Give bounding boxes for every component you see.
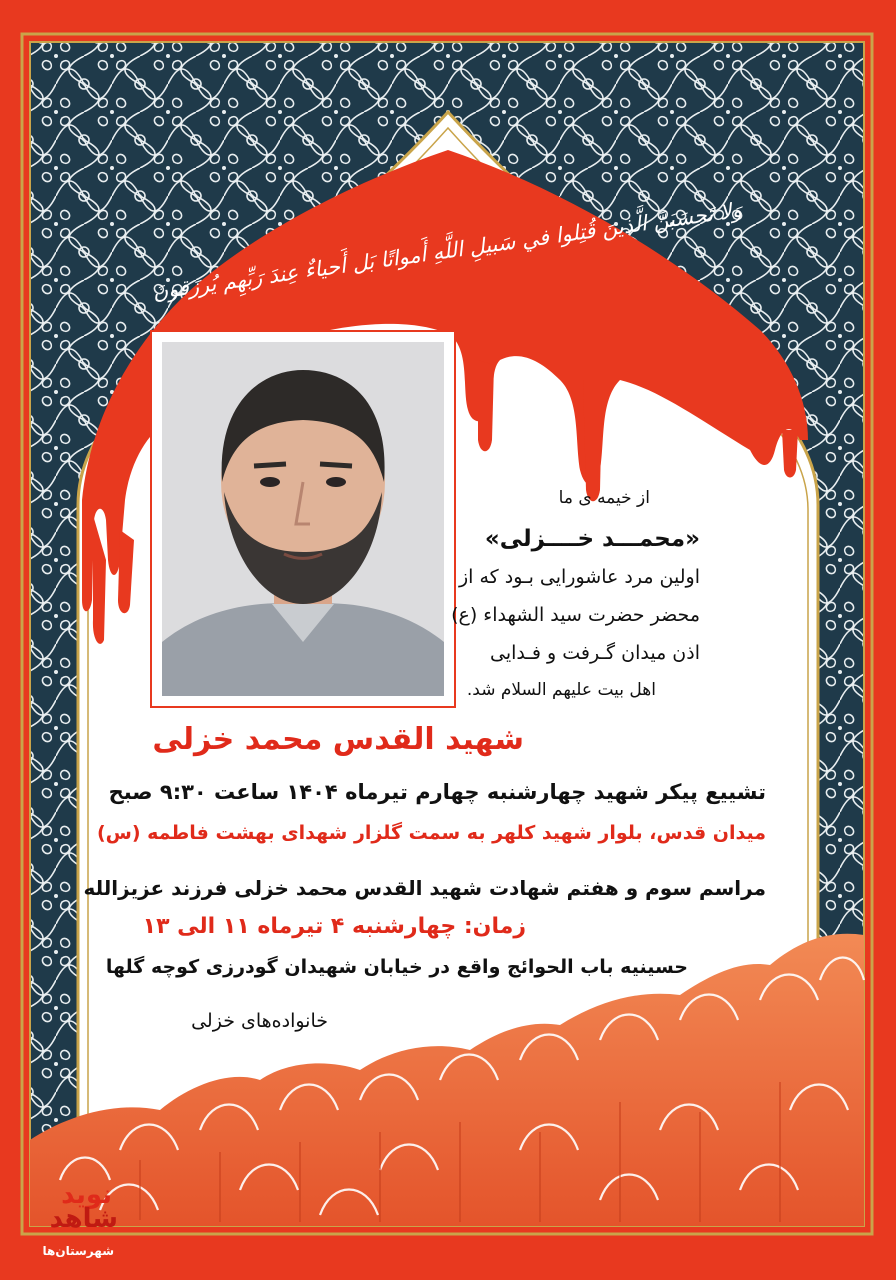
funeral-line-1: تشییع پیکر شهید چهارشنبه چهارم تیرماه ۱۴۰۴ ساعت ۹:۳۰ صبح — [108, 780, 766, 804]
logo-text-3: شهرستان‌ها — [42, 1244, 114, 1258]
ceremony-line-1: مراسم سوم و هفتم شهادت شهید القدس محمد خزلی فرزند عزیزالله — [83, 876, 766, 900]
ceremony-time: زمان: چهارشنبه ۴ تیرماه ۱۱ الی ۱۳ — [142, 914, 526, 939]
navid-shahed-logo — [22, 1180, 122, 1270]
portrait-illustration — [162, 342, 444, 696]
martyr-title: شهید القدس محمد خزلی — [152, 722, 524, 757]
intro-line-1: از خیمه ی ما — [558, 488, 650, 508]
martyr-photo — [162, 342, 444, 696]
calligraphy-verse: وَلا تَحسَبَنَّ الَّذينَ قُتِلوا في سَبيلِ اللَّهِ أَمواتًا بَل أَحياءٌ عِندَ رَبِّهِم يُرزَقونَ — [150, 197, 744, 305]
intro-line-5: اهل بیت علیهم السلام شد. — [466, 680, 656, 700]
martyr-photo-frame — [152, 332, 454, 706]
family-signature: خانواده‌های خزلی — [191, 1010, 328, 1032]
intro-line-3: محضر حضرت سید الشهداء (ع) — [451, 604, 700, 626]
intro-name: «محمـــد خــــزلی» — [484, 526, 700, 552]
intro-line-2: اولین مرد عاشورایی بـود که از — [458, 566, 700, 588]
intro-line-4: اذن میدان گـرفت و فـدایی — [489, 642, 700, 664]
logo-text-2: شاهد — [49, 1204, 118, 1234]
ceremony-place: حسینیه باب الحوائج واقع در خیابان شهیدان گودرزی کوچه گلها — [105, 956, 688, 978]
logo-text-1: نوید — [61, 1180, 112, 1210]
funeral-line-2: میدان قدس، بلوار شهید کلهر به سمت گلزار شهدای بهشت فاطمه (س) — [96, 822, 766, 844]
